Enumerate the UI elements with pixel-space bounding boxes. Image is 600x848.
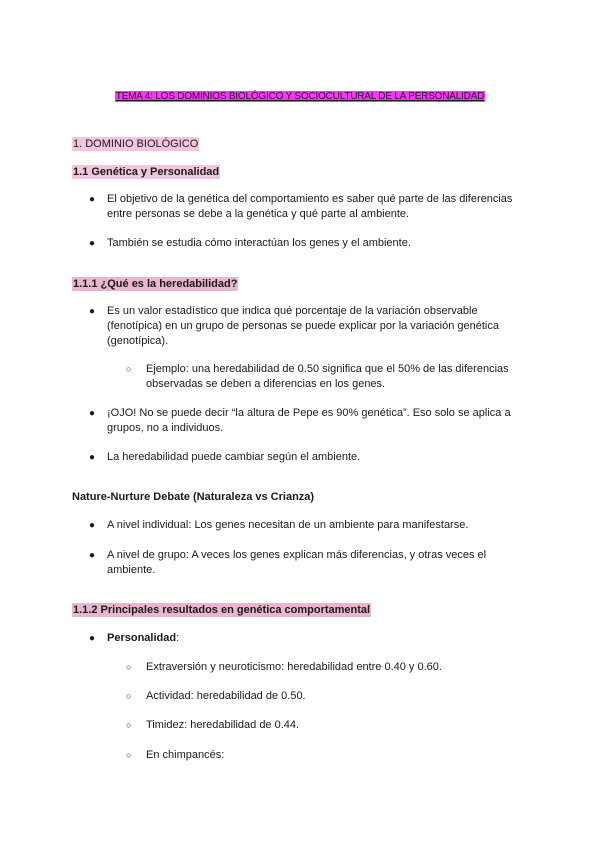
section-heading-1-1: 1.1 Genética y Personalidad <box>73 166 220 178</box>
document-title <box>0 90 600 102</box>
bullet-icon: ● <box>89 408 96 419</box>
bullet-icon: ● <box>89 306 96 317</box>
list-item: ● El objetivo de la genética del comportamiento es saber qué parte de las diferencias entre personas se debe a la genética y qué parte al ambiente. <box>89 193 513 220</box>
circle-bullet-icon: ○ <box>126 720 132 730</box>
list-item: ● ¡OJO! No se puede decir “la altura de Pepe es 90% genética”. Eso solo se aplica a grupos, no a individuos. <box>89 407 511 434</box>
sub-list-item: ○ Actividad: heredabilidad de 0.50. <box>126 690 306 702</box>
list-item: ● La heredabilidad puede cambiar según el ambiente. <box>89 451 361 463</box>
list-item: ● Es un valor estadístico que indica qué porcentaje de la variación observable (fenotípica) en un grupo de personas se puede explicar por la variación genética (genotípica). <box>89 305 499 347</box>
bullet-icon: ● <box>89 238 96 249</box>
list-item: ● A nivel individual: Los genes necesitan de un ambiente para manifestarse. <box>89 519 469 531</box>
bullet-icon: ● <box>89 452 96 463</box>
bullet-icon: ● <box>89 633 96 644</box>
list-item: ● Personalidad: <box>89 632 180 644</box>
sub-list-item: ○ En chimpancés: <box>126 749 225 761</box>
sub-list-item: ○ Extraversión y neuroticismo: heredabilidad entre 0.40 y 0.60. <box>126 661 442 673</box>
bullet-icon: ● <box>89 194 96 205</box>
list-item: ● A nivel de grupo: A veces los genes explican más diferencias, y otras veces el ambiente. <box>89 549 487 576</box>
section-heading-1: 1. DOMINIO BIOLÓGICO <box>73 138 199 150</box>
circle-bullet-icon: ○ <box>126 691 132 701</box>
title-text: TEMA 4: LOS DOMINIOS BIOLÓGICO Y SOCIOCULTURAL DE LA PERSONALIDAD <box>115 91 485 102</box>
bullet-icon: ● <box>89 550 96 561</box>
sub-list-item: ○ Timidez: heredabilidad de 0.44. <box>126 719 300 731</box>
nature-nurture-heading: Nature-Nurture Debate (Naturaleza vs Crianza) <box>72 491 315 503</box>
sub-list-item: ○ Ejemplo: una heredabilidad de 0.50 significa que el 50% de las diferencias observadas se deben a diferencias en los genes. <box>126 363 509 390</box>
circle-bullet-icon: ○ <box>126 364 132 374</box>
list-item: ● También se estudia cómo interactúan los genes y el ambiente. <box>89 237 411 249</box>
section-heading-1-1-2: 1.1.2 Principales resultados en genética comportamental <box>73 604 371 616</box>
section-heading-1-1-1: 1.1.1 ¿Qué es la heredabilidad? <box>73 278 238 290</box>
circle-bullet-icon: ○ <box>126 750 132 760</box>
circle-bullet-icon: ○ <box>126 662 132 672</box>
bullet-icon: ● <box>89 520 96 531</box>
